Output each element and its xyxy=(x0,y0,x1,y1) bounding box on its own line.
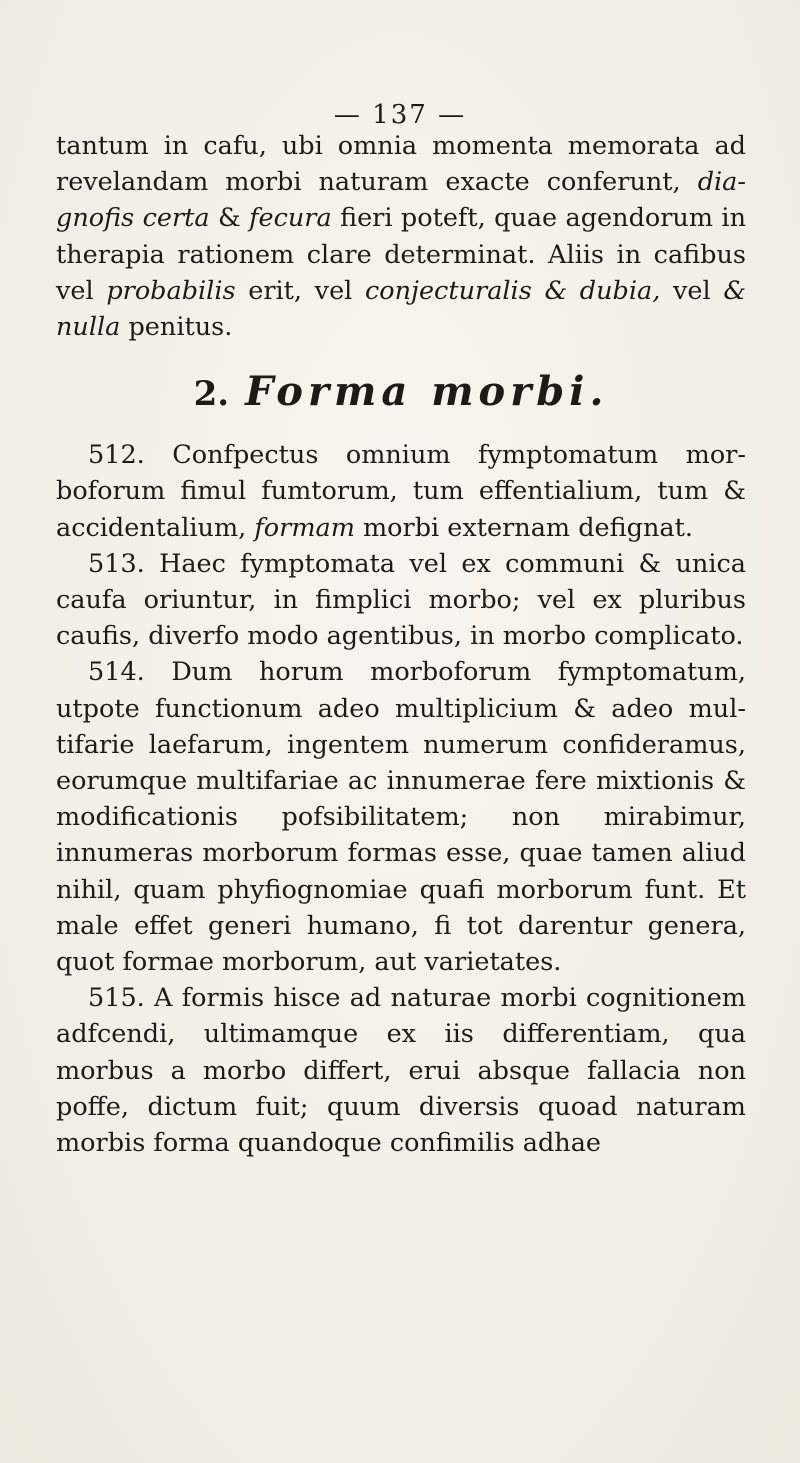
body-text xyxy=(56,128,746,1161)
paragraph-514: 514. Dum horum morboforum fymptomatum, utpote functionum adeo multiplicium & adeo multifarie laefarum, ingentem numerum confideramus, eorumque multifariae ac innumerae fere mixtionis & modificationis pofsibilitatem; non mirabimur, innumeras morborum formas esse, quae tamen aliud nihil, quam phyfiognomiae quafi morborum funt. Et male effet generi humano, fi tot darentur genera, quot formae morborum, aut varietates. xyxy=(56,657,746,978)
section-number: 2. xyxy=(193,374,230,415)
paragraph-diagnosis: tantum in cafu, ubi omnia momenta memorata ad revelandam morbi naturam exacte conferunt, diagnofis certa & fecura fieri poteft, quae agendorum in therapia rationem clare determinat. Aliis in cafibus vel probabilis erit, vel conjecturalis & dubia, vel & nulla penitus. xyxy=(56,131,747,343)
paragraph-513: 513. Haec fymptomata vel ex communi & unica caufa oriuntur, in fimplici morbo; vel ex pluribus caufis, diverfo modo agentibus, in morbo complicato. xyxy=(56,548,746,652)
page-number: — 137 — xyxy=(333,100,467,130)
section-title: Forma morbi. xyxy=(245,368,609,416)
paragraph-512: 512. Confpectus omnium fymptomatum morboforum fimul fumtorum, tum effentialium, tum & accidentalium, formam morbi externam defignat. xyxy=(56,440,746,543)
section-heading xyxy=(56,367,746,419)
paragraph-515: 515. A formis hisce ad naturae morbi cognitionem adfcendi, ultimamque ex iis differentiam, qua morbus a morbo differt, erui absque fallacia non poffe, dictum fuit; quum diversis quoad naturam morbis forma quandoque confimilis adhae xyxy=(56,983,746,1159)
